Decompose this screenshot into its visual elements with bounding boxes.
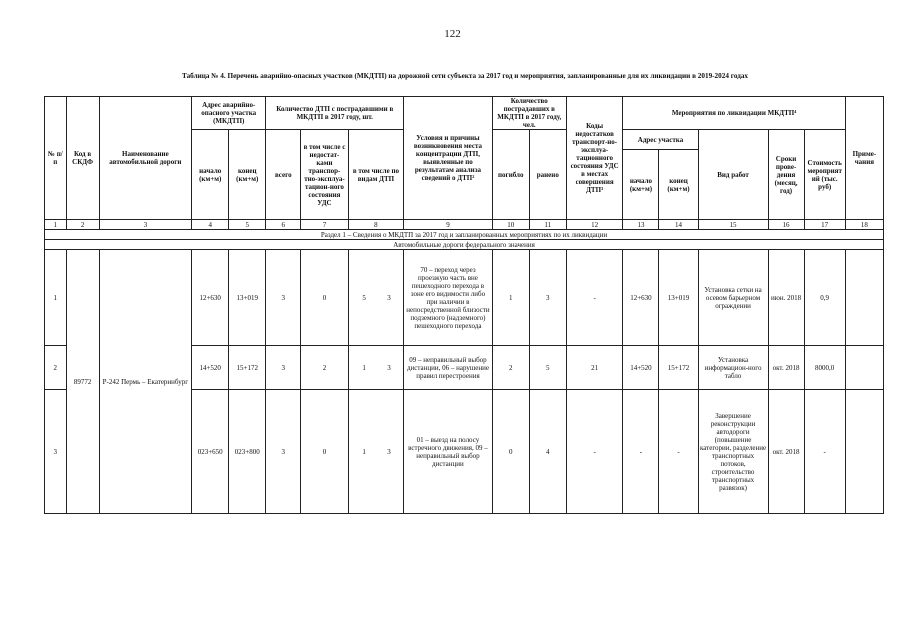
killed: 0	[492, 390, 529, 514]
row-number: 3	[45, 390, 67, 514]
notes	[845, 346, 883, 390]
injured: 5	[529, 346, 566, 390]
mkdtp-table	[44, 96, 884, 514]
deadline: июн. 2018	[768, 250, 804, 346]
header-work-type: Вид работ	[698, 130, 768, 220]
dtp-types	[348, 250, 404, 346]
dtp-types-value: 1	[362, 447, 366, 456]
measure-start-km: 14+520	[623, 346, 659, 390]
header-incl-types: в том числе по видам ДТП	[348, 130, 404, 220]
column-number: 4	[192, 220, 229, 230]
measure-start-km: 12+630	[623, 250, 659, 346]
skdf-code: 89772	[66, 250, 99, 514]
killed: 2	[492, 346, 529, 390]
page-number: 122	[444, 28, 461, 40]
row-number: 2	[45, 346, 67, 390]
cost: 0,9	[804, 250, 845, 346]
header-measures-group: Мероприятия по ликвидации МКДТП⁴	[623, 97, 845, 130]
notes	[845, 390, 883, 514]
defect-codes: -	[566, 390, 623, 514]
start-km: 14+520	[192, 346, 229, 390]
conditions: 70 – переход через проезжую часть вне пешеходного перехода в зоне его видимости либо при наличии в непосредственной близости подземного (надземного) пешеходного перехода	[404, 250, 493, 346]
cost: -	[804, 390, 845, 514]
column-number: 12	[566, 220, 623, 230]
notes	[845, 250, 883, 346]
header-cost: Стоимость мероприят ий (тыс. руб)	[804, 130, 845, 220]
injured: 4	[529, 390, 566, 514]
column-numbers-row	[45, 220, 884, 230]
header-total: всего	[266, 130, 301, 220]
injured: 3	[529, 250, 566, 346]
defect-codes: 21	[566, 346, 623, 390]
header-injured: ранено	[529, 130, 566, 220]
column-number: 5	[229, 220, 266, 230]
deadline: окт. 2018	[768, 390, 804, 514]
column-number: 10	[492, 220, 529, 230]
work-type: Установка сетки на осевом барьерном ограждении	[698, 250, 768, 346]
dtp-total: 3	[266, 250, 301, 346]
column-number: 14	[659, 220, 698, 230]
dtp-extra-value: 3	[387, 293, 391, 302]
table-caption: Таблица № 4. Перечень аварийно-опасных участков (МКДТП) на дорожной сети субъекта за 2017 год и мероприятия, запланированные для их ликвидации в 2019-2024 годах	[181, 72, 749, 80]
column-number: 9	[404, 220, 493, 230]
column-number: 7	[301, 220, 348, 230]
conditions: 09 – неправильный выбор дистанции, 06 – нарушение правил перестроения	[404, 346, 493, 390]
start-km: 12+630	[192, 250, 229, 346]
column-number: 15	[698, 220, 768, 230]
dtp-defects: 0	[301, 250, 348, 346]
section-title: Раздел 1 – Сведения о МКДТП за 2017 год и запланированных мероприятиях по их ликвидации	[45, 230, 884, 240]
measure-start-km: -	[623, 390, 659, 514]
measure-end-km: 13+019	[659, 250, 698, 346]
road-name: Р-242 Пермь – Екатеринбург	[99, 250, 192, 514]
end-km: 13+019	[229, 250, 266, 346]
defect-codes: -	[566, 250, 623, 346]
work-type: Завершение реконструкции автодороги (повышение категории, разделение транспортных потоков, строительство транспортных развязок)	[698, 390, 768, 514]
table-row	[45, 250, 884, 346]
header-codes: Коды недостатков транспорт-но-эксплуа-тационного состояния УДС в местах совершения ДТП³	[566, 97, 623, 220]
cost: 8000,0	[804, 346, 845, 390]
work-type: Установка информацион-ного табло	[698, 346, 768, 390]
header-notes: Приме-чания	[845, 97, 883, 220]
header-m-start: начало (км+м)	[623, 150, 659, 220]
header-m-address: Адрес участка	[623, 130, 698, 150]
killed: 1	[492, 250, 529, 346]
header-address-group: Адрес аварийно-опасного участка (МКДТП)	[192, 97, 266, 130]
header-dtp-group: Количество ДТП с пострадавшими в МКДТП в 2017 году, шт.	[266, 97, 404, 130]
dtp-total: 3	[266, 390, 301, 514]
dtp-types	[348, 346, 404, 390]
column-number: 16	[768, 220, 804, 230]
column-number: 2	[66, 220, 99, 230]
dtp-total: 3	[266, 346, 301, 390]
column-number: 13	[623, 220, 659, 230]
header-num: № п/п	[45, 97, 67, 220]
start-km: 023+650	[192, 390, 229, 514]
row-number: 1	[45, 250, 67, 346]
header-end: конец (км+м)	[229, 130, 266, 220]
header-deadline: Сроки прове-дения (месяц, год)	[768, 130, 804, 220]
column-number: 3	[99, 220, 192, 230]
header-m-end: конец (км+м)	[659, 150, 698, 220]
header-conditions: Условия и причины возникновения места концентрации ДТП, выявленные по результатам анализа сведений о ДТП²	[404, 97, 493, 220]
header-victims-group: Количество пострадавших в МКДТП в 2017 году, чел.	[492, 97, 566, 130]
dtp-types	[348, 390, 404, 514]
measure-end-km: 15+172	[659, 346, 698, 390]
column-number: 11	[529, 220, 566, 230]
conditions: 01 – выезд на полосу встречного движения, 09 – неправильный выбор дистанции	[404, 390, 493, 514]
measure-end-km: -	[659, 390, 698, 514]
header-code: Код в СКДФ	[66, 97, 99, 220]
column-number: 18	[845, 220, 883, 230]
header-road-name: Наименование автомобильной дороги	[99, 97, 192, 220]
dtp-extra-value: 3	[387, 363, 391, 372]
header-start: начало (км+м)	[192, 130, 229, 220]
dtp-defects: 2	[301, 346, 348, 390]
column-number: 17	[804, 220, 845, 230]
column-number: 1	[45, 220, 67, 230]
end-km: 023+800	[229, 390, 266, 514]
column-number: 8	[348, 220, 404, 230]
dtp-types-value: 5	[362, 293, 366, 302]
header-killed: погибло	[492, 130, 529, 220]
column-number: 6	[266, 220, 301, 230]
deadline: окт. 2018	[768, 346, 804, 390]
dtp-defects: 0	[301, 390, 348, 514]
dtp-extra-value: 3	[387, 447, 391, 456]
header-incl-defects: в том числе с недостат-ками транспор-тно-эксплуа-тацион-ного состояния УДС	[301, 130, 348, 220]
subsection-title: Автомобильные дороги федерального значения	[45, 240, 884, 250]
end-km: 15+172	[229, 346, 266, 390]
dtp-types-value: 1	[362, 363, 366, 372]
